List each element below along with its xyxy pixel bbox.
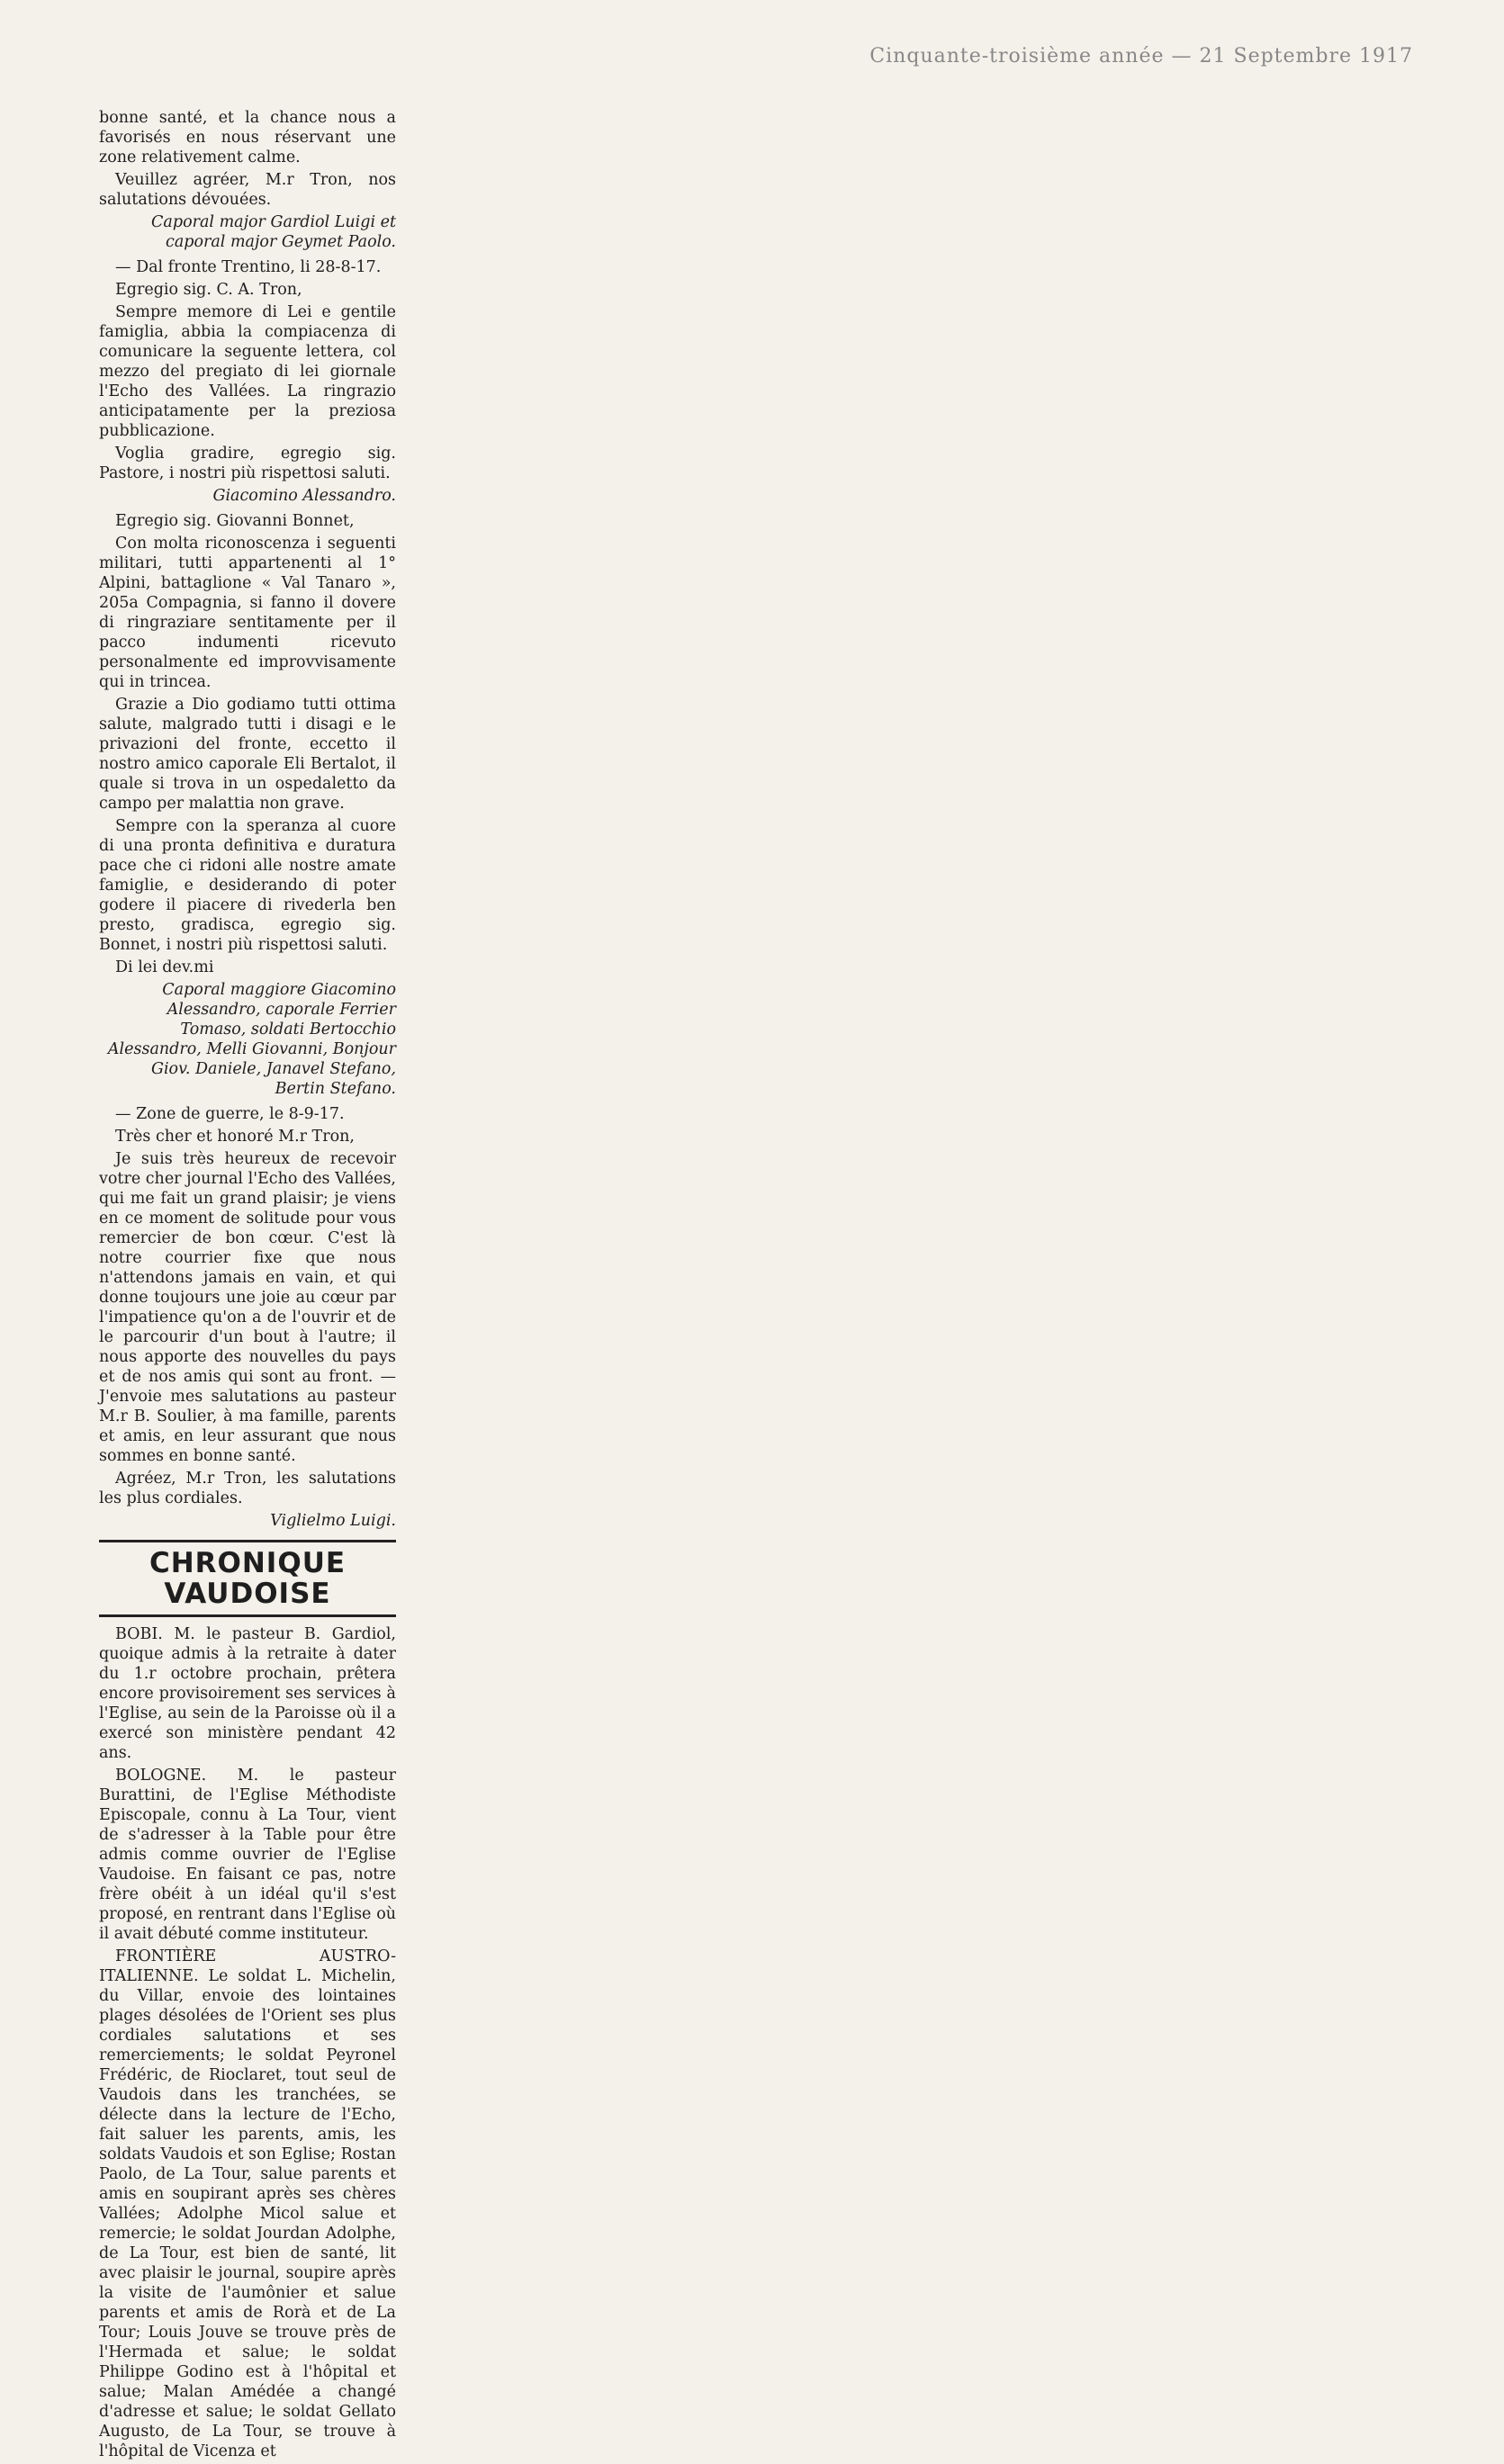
section-title: CHRONIQUE VAUDOISE [99, 1540, 396, 1617]
paragraph: — Zone de guerre, le 8-9-17. [115, 1105, 345, 1123]
page [99, 45, 1413, 2460]
paragraph: Veuillez agréer, M.r Tron, nos salutations dévouées. [99, 171, 396, 209]
paragraph: Sempre con la speranza al cuore di una pronta definitiva e duratura pace che ci ridoni alle nostre amate famiglie, e desiderando di poter godere il piacere di rivederla ben presto, gradisca, egregio sig. Bonnet, i nostri più rispettosi saluti. [99, 817, 396, 954]
paragraph: Voglia gradire, egregio sig. Pastore, i nostri più rispettosi saluti. [99, 445, 396, 482]
signature: Viglielmo Luigi. [270, 1512, 396, 1530]
paragraph: Con molta riconoscenza i seguenti militari, tutti appartenenti al 1° Alpini, battaglione « Val Tanaro », 205a Compagnia, si fanno il dovere di ringraziare sentitamente per il pacco indumenti ricevuto personalmente ed improvvisamente qui in trincea. [99, 535, 396, 691]
paragraph: Agréez, M.r Tron, les salutations les plus cordiales. [99, 1470, 396, 1507]
paragraph: FRONTIÈRE AUSTRO-ITALIENNE. Le soldat L. Michelin, du Villar, envoie des lointaines plages désolées de l'Orient ses plus cordiales salutations et ses remerciements; le soldat Peyronel Frédéric, de Rioclaret, tout seul de Vaudois dans les tranchées, se délecte dans la lecture de l'Echo, fait saluer les parents, amis, les soldats Vaudois et son Eglise; Rostan Paolo, de La Tour, salue parents et amis en soupirant après ses chères Vallées; Adolphe Micol salue et remercie; le soldat Jourdan Adolphe, de La Tour, est bien de santé, lit avec plaisir le journal, soupire après la visite de l'aumônier et salue parents et amis de Rorà et de La Tour; Louis Jouve se trouve près de l'Hermada et salue; le soldat Philippe Godino est à l'hôpital et salue; Malan Amédée a changé d'adresse et salue; le soldat Gellato Augusto, de La Tour, se trouve à l'hôpital de Vicenza et [99, 1947, 396, 2460]
paragraph: Je suis très heureux de recevoir votre cher journal l'Echo des Vallées, qui me fait un grand plaisir; je viens en ce moment de solitude pour vous remercier de bon cœur. C'est là notre courrier fixe que nous n'attendons jamais en vain, et qui donne toujours une joie au cœur par l'impatience qu'on a de l'ouvrir et de le parcourir d'un bout à l'autre; il nous apporte des nouvelles du pays et de nos amis qui sont au front. — J'envoie mes salutations au pasteur M.r B. Soulier, à ma famille, parents et amis, en leur assurant que nous sommes en bonne santé. [99, 1150, 396, 1465]
paragraph: — Dal fronte Trentino, li 28-8-17. [115, 258, 382, 276]
paragraph: Grazie a Dio godiamo tutti ottima salute, malgrado tutti i disagi e le privazioni del fronte, eccetto il nostro amico caporale Eli Bertalot, il quale si trova in un ospedaletto da campo per malattia non grave. [99, 696, 396, 813]
paragraph: BOLOGNE. M. le pasteur Burattini, de l'Eglise Méthodiste Episcopale, connu à La Tour, vient de s'adresser à la Table pour être admis comme ouvrier de l'Eglise Vaudoise. En faisant ce pas, notre frère obéit à un idéal qu'il s'est proposé, en rentrant dans l'Eglise où il avait débuté comme instituteur. [99, 1767, 396, 1943]
signature: Giacomino Alessandro. [212, 487, 396, 505]
column-1 [99, 108, 396, 2464]
paragraph: BOBI. M. le pasteur B. Gardiol, quoique admis à la retraite à dater du 1.r octobre prochain, prêtera encore provisoirement ses services à l'Eglise, au sein de la Paroisse où il a exercé son ministère pendant 42 ans. [99, 1625, 396, 1762]
paragraph: Très cher et honoré M.r Tron, [115, 1128, 355, 1146]
paragraph: bonne santé, et la chance nous a favorisés en nous réservant une zone relativement calme. [99, 109, 396, 166]
paragraph: Sempre memore di Lei e gentile famiglia, abbia la compiacenza di comunicare la seguente lettera, col mezzo del pregiato di lei giornale l'Echo des Vallées. La ringrazio anticipatamente per la preziosa pubblicazione. [99, 303, 396, 440]
paragraph: Di lei dev.mi [115, 958, 214, 976]
paragraph: Egregio sig. Giovanni Bonnet, [115, 512, 355, 530]
signature: Caporal major Gardiol Luigi et caporal major Geymet Paolo. [151, 213, 396, 251]
paragraph: Egregio sig. C. A. Tron, [115, 281, 302, 299]
page-header: Cinquante-troisième année — 21 Septembre 1917 [869, 45, 1413, 67]
signature: Caporal maggiore Giacomino Alessandro, caporale Ferrier Tomaso, soldati Bertocchio Alessandro, Melli Giovanni, Bonjour Giov. Daniele, Janavel Stefano, Bertin Stefano. [107, 981, 396, 1098]
